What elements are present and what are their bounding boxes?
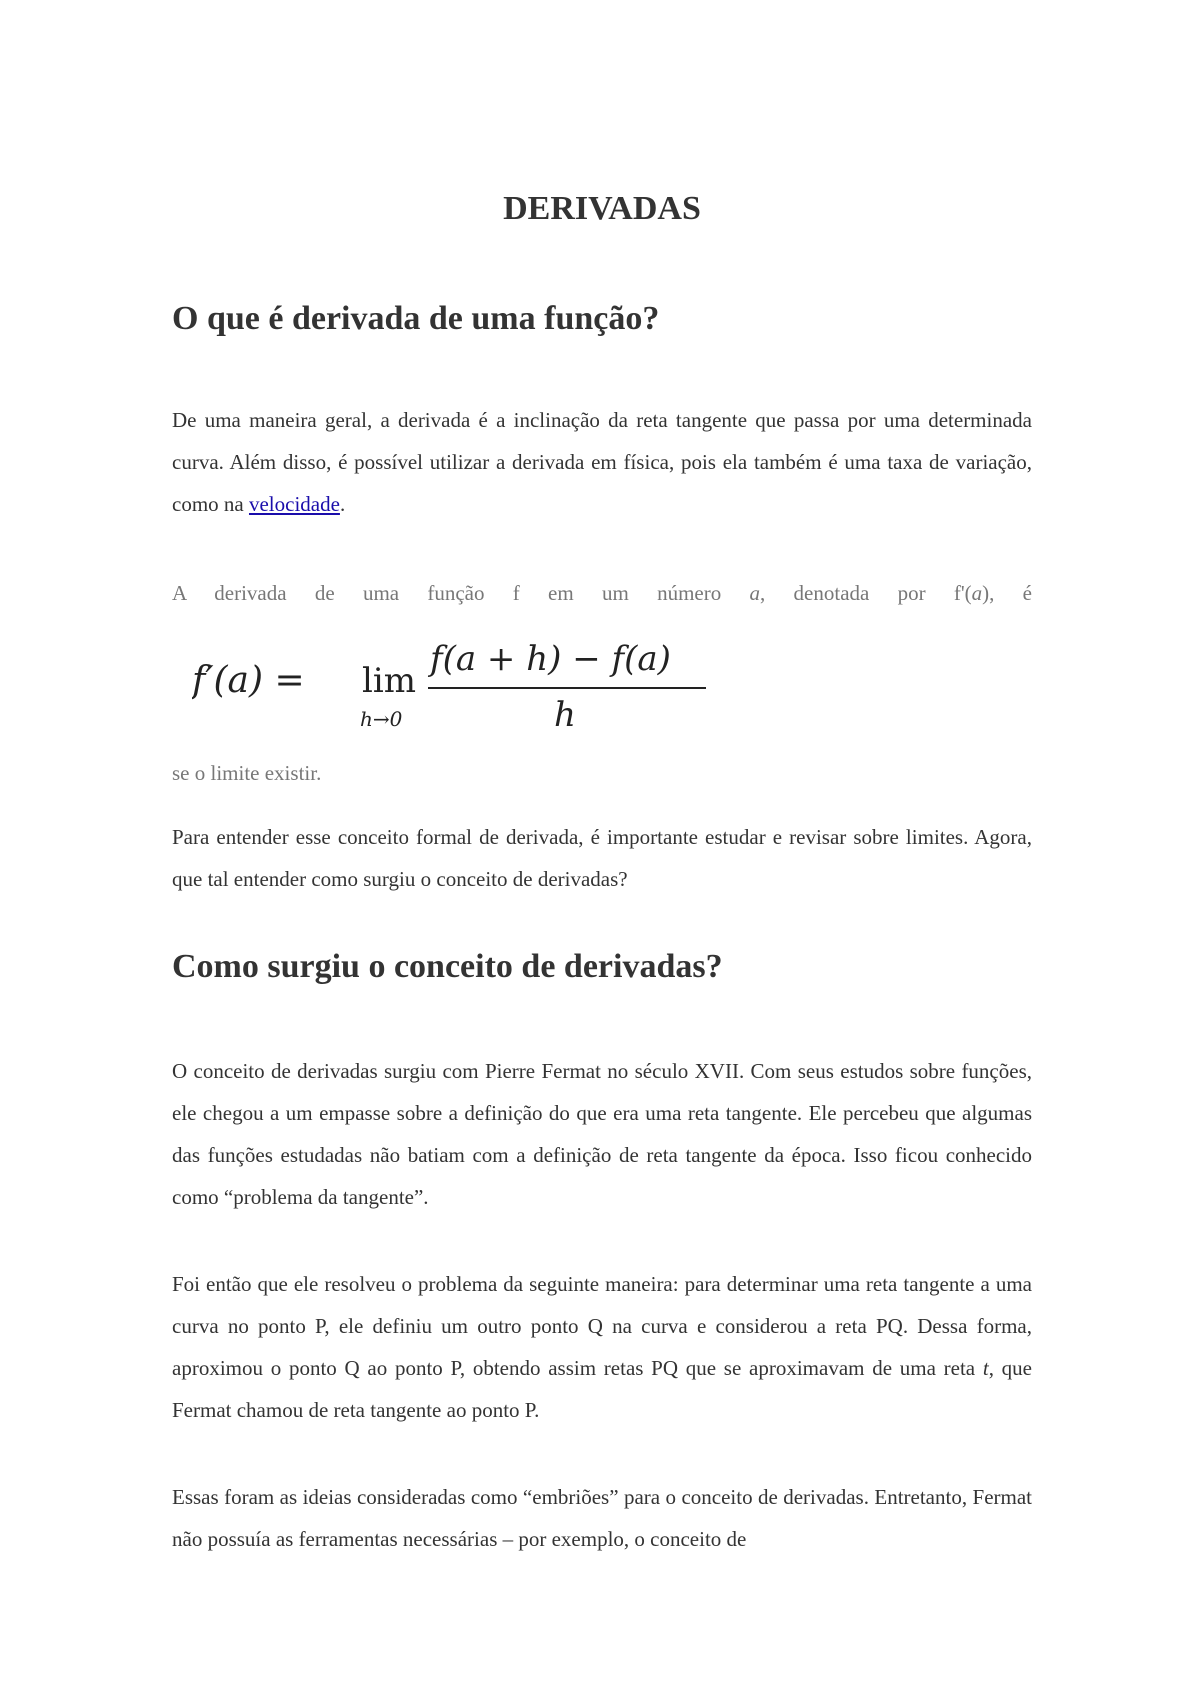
formula-lim: lim: [362, 661, 416, 701]
paragraph-formal-concept: Para entender esse conceito formal de derivada, é importante estudar e revisar sobre limites. Agora, que tal entender como surgiu o conceito de derivadas?: [172, 825, 1032, 891]
paragraph-text: Foi então que ele resolveu o problema da seguinte maneira: para determinar uma reta tangente a uma curva no ponto P, ele definiu um outro ponto Q na curva e considerou a reta PQ. Dessa forma, aproximou o ponto Q ao ponto P, obtendo assim retas PQ que se aproximavam de uma reta: [172, 1272, 1032, 1380]
section-heading-how-it-emerged: Como surgiu o conceito de derivadas?: [172, 948, 723, 985]
paragraph-text: ), é: [982, 581, 1032, 605]
formula-lhs: f′(a) =: [192, 660, 305, 701]
formula-denominator: h: [554, 695, 576, 735]
paragraph-embryo-ideas: Essas foram as ideias consideradas como “embriões” para o conceito de derivadas. Entretanto, Fermat não possuía as ferramentas necessárias – por exemplo, o conceito de: [172, 1485, 1032, 1551]
paragraph-text: De uma maneira geral, a derivada é a inclinação da reta tangente que passa por uma determinada curva. Além disso, é possível utilizar a derivada em física, pois ela também é uma taxa de variação, como na: [172, 408, 1032, 516]
paragraph-limit-exists: se o limite existir.: [172, 761, 322, 785]
page-title: DERIVADAS: [503, 190, 701, 227]
math-variable: a: [971, 581, 983, 605]
paragraph-text: A derivada de uma função f em um número: [172, 581, 750, 605]
math-variable: a: [749, 581, 761, 605]
paragraph-fermat-origin: O conceito de derivadas surgiu com Pierre Fermat no século XVII. Com seus estudos sobre funções, ele chegou a um empasse sobre a definição do que era uma reta tangente. Ele percebeu que algumas das funções estudadas não batiam com a definição de reta tangente da época. Isso ficou conhecido como “problema da tangente”.: [172, 1059, 1032, 1209]
paragraph-text: , que Fermat chamou de reta tangente ao ponto P.: [172, 1356, 1033, 1422]
derivative-formula: [192, 630, 712, 740]
section-heading-what-is-derivative: O que é derivada de uma função?: [172, 300, 660, 337]
math-variable: t: [982, 1356, 989, 1380]
paragraph-text: , denotada por f'(: [760, 581, 972, 605]
paragraph-definition-intro: [172, 399, 1032, 525]
paragraph-text: .: [339, 492, 346, 516]
velocidade-link[interactable]: velocidade: [248, 492, 340, 516]
paragraph-tangent-solution: [172, 1263, 1032, 1431]
formula-numerator: f(a + h) − f(a): [430, 639, 671, 679]
formula-lim-subscript: h→0: [360, 707, 403, 731]
paragraph-derivative-at-a: [172, 572, 1032, 614]
